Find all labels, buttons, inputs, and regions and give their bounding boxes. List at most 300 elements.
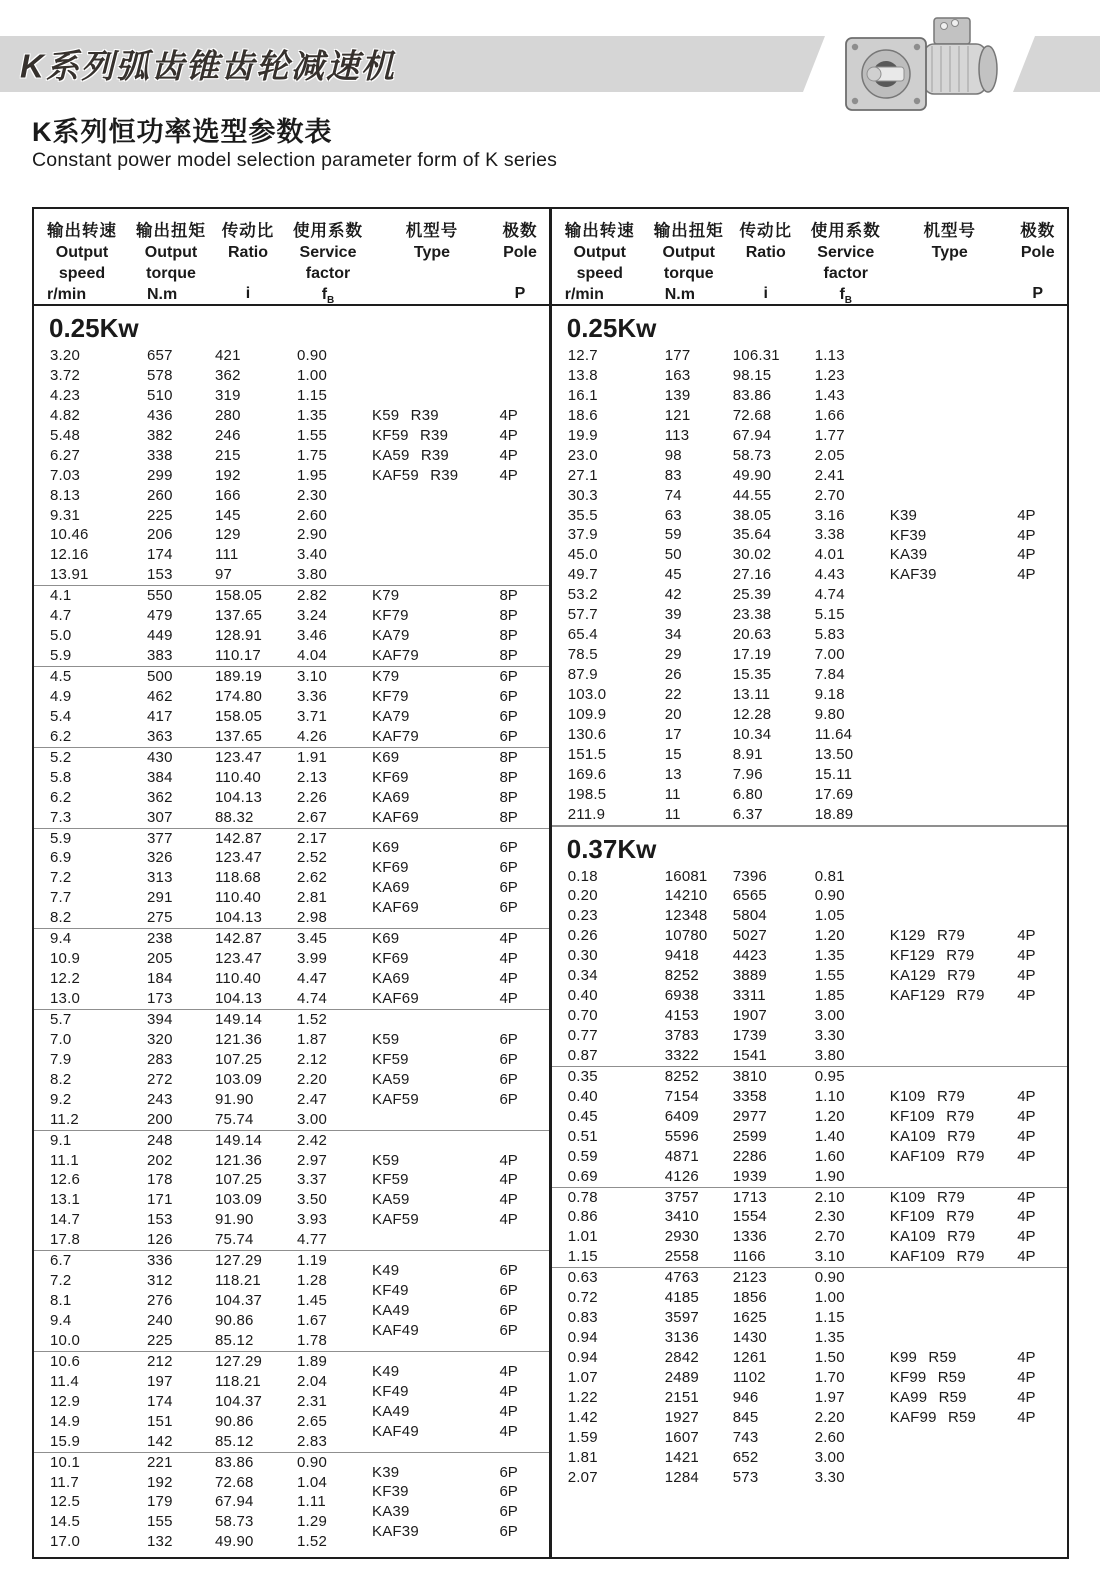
table-row bbox=[552, 1268, 1067, 1288]
value-cell: 4.23 bbox=[50, 386, 80, 404]
pole-value: 4P bbox=[499, 1171, 518, 1189]
value-cell: 240 bbox=[147, 1312, 173, 1329]
type-row bbox=[890, 1408, 1067, 1428]
value-cell: 104.13 bbox=[215, 990, 263, 1007]
value-cell: 45.0 bbox=[567, 546, 598, 564]
value-cell: 5.48 bbox=[50, 426, 80, 444]
value-cell: 75.74 bbox=[215, 1231, 254, 1249]
value-cell: 149.14 bbox=[215, 1131, 263, 1149]
pole-value: 6P bbox=[499, 1262, 518, 1280]
value-cell: 26 bbox=[664, 666, 682, 683]
type-row bbox=[890, 1207, 1067, 1227]
value-cell: 127.29 bbox=[215, 1352, 263, 1370]
value-cell: 85.12 bbox=[215, 1432, 254, 1450]
header-label-en2: factor bbox=[305, 265, 351, 282]
value-cell: 1.35 bbox=[814, 1329, 845, 1347]
value-cell: 0.26 bbox=[567, 927, 598, 945]
type-row bbox=[372, 1151, 549, 1171]
value-cell: 10.9 bbox=[50, 950, 80, 968]
value-cell: 0.72 bbox=[567, 1289, 598, 1307]
value-cell: 171 bbox=[147, 1191, 173, 1209]
value-cell: 5027 bbox=[732, 927, 767, 945]
value-cell: 1.35 bbox=[297, 406, 327, 424]
pole-value: 6P bbox=[499, 1523, 518, 1541]
value-cell: 3.37 bbox=[297, 1171, 327, 1189]
model-type: KAF39 bbox=[889, 566, 937, 584]
model-type: KAF59 R39 bbox=[372, 466, 459, 484]
value-cell: 449 bbox=[147, 627, 173, 645]
value-cell: 106.31 bbox=[732, 347, 780, 364]
value-cell: 3.80 bbox=[297, 566, 327, 584]
value-cell: 7.2 bbox=[50, 869, 72, 887]
type-row bbox=[372, 586, 549, 606]
header-label-en2 bbox=[730, 263, 802, 283]
value-cell: 0.81 bbox=[814, 867, 845, 885]
table-row bbox=[34, 506, 549, 526]
type-row bbox=[372, 1190, 549, 1210]
header-label-zh: 输出扭矩 bbox=[653, 222, 724, 240]
value-cell: 5.8 bbox=[50, 768, 72, 786]
table-row bbox=[552, 1308, 1067, 1328]
table-row bbox=[34, 1010, 549, 1030]
value-cell: 6409 bbox=[664, 1107, 699, 1125]
value-cell: 6.7 bbox=[50, 1252, 72, 1270]
value-cell: 109.9 bbox=[567, 705, 607, 723]
model-type: KAF109 R79 bbox=[889, 1147, 985, 1165]
model-type: KF79 bbox=[372, 607, 409, 625]
model-type: KA69 bbox=[372, 970, 410, 988]
value-cell: 10.34 bbox=[732, 725, 772, 743]
value-cell: 319 bbox=[215, 386, 241, 404]
value-cell: 1430 bbox=[732, 1329, 767, 1347]
value-cell: 127.29 bbox=[215, 1252, 263, 1270]
header-column bbox=[648, 221, 730, 304]
value-cell: 137.65 bbox=[215, 607, 263, 625]
value-cell: 383 bbox=[147, 647, 173, 665]
value-cell: 104.37 bbox=[215, 1392, 263, 1410]
model-type: KA69 bbox=[372, 788, 410, 806]
model-type: KA39 bbox=[889, 546, 928, 564]
value-cell: 0.70 bbox=[567, 1007, 598, 1025]
model-type: KA109 R79 bbox=[889, 1228, 976, 1246]
value-cell: 174.80 bbox=[215, 687, 263, 705]
table-row bbox=[552, 785, 1067, 805]
value-cell: 1261 bbox=[732, 1349, 767, 1366]
type-row bbox=[372, 808, 549, 828]
table-row bbox=[552, 1448, 1067, 1468]
value-cell: 110.40 bbox=[215, 889, 261, 907]
header-column bbox=[284, 221, 372, 307]
value-cell: 657 bbox=[147, 347, 173, 364]
header-column bbox=[730, 221, 802, 304]
type-row bbox=[372, 1030, 549, 1050]
type-column bbox=[372, 406, 549, 486]
value-cell: 1.97 bbox=[814, 1388, 845, 1406]
value-cell: 510 bbox=[147, 386, 173, 404]
type-row bbox=[372, 466, 549, 486]
table-row bbox=[552, 645, 1067, 665]
value-cell: 90.86 bbox=[215, 1312, 254, 1329]
value-cell: 44.55 bbox=[732, 486, 772, 504]
value-cell: 49.90 bbox=[215, 1533, 254, 1551]
value-cell: 2.90 bbox=[297, 526, 327, 544]
type-row bbox=[372, 748, 549, 768]
type-row bbox=[890, 986, 1067, 1006]
value-cell: 74 bbox=[664, 486, 682, 504]
value-cell: 139 bbox=[664, 386, 691, 404]
pole-value: 6P bbox=[499, 707, 518, 725]
table-row bbox=[552, 446, 1067, 466]
header-label-zh: 输出扭矩 bbox=[136, 222, 206, 240]
value-cell: 3358 bbox=[732, 1087, 767, 1105]
type-row bbox=[372, 1050, 549, 1070]
value-cell: 1.90 bbox=[814, 1167, 845, 1185]
pole-value: 6P bbox=[499, 668, 518, 685]
table-row bbox=[552, 867, 1067, 887]
value-cell: 1.67 bbox=[297, 1312, 327, 1329]
value-cell: 11.64 bbox=[814, 725, 853, 743]
power-rating-label: 0.25Kw bbox=[566, 313, 657, 343]
value-cell: 578 bbox=[147, 366, 173, 384]
table-row bbox=[552, 1026, 1067, 1046]
value-cell: 3.00 bbox=[814, 1448, 845, 1466]
value-cell: 436 bbox=[147, 406, 173, 424]
type-column bbox=[372, 667, 549, 747]
pole-value: 4P bbox=[499, 1151, 518, 1169]
value-cell: 5.9 bbox=[50, 647, 72, 665]
value-cell: 3322 bbox=[664, 1046, 699, 1064]
pole-value: 6P bbox=[499, 899, 518, 917]
value-cell: 4763 bbox=[664, 1269, 699, 1287]
banner-title: K系列弧齿锥齿轮减速机 bbox=[20, 47, 396, 85]
type-column bbox=[890, 1348, 1067, 1428]
value-cell: 1.55 bbox=[814, 967, 845, 985]
value-cell: 2.12 bbox=[297, 1050, 327, 1068]
value-cell: 1.07 bbox=[567, 1368, 598, 1386]
value-cell: 3.20 bbox=[50, 347, 80, 364]
value-cell: 1.42 bbox=[567, 1408, 598, 1426]
type-row bbox=[372, 727, 549, 747]
value-cell: 110.40 bbox=[215, 970, 261, 988]
ratio-block bbox=[552, 1066, 1067, 1187]
header-unit: $f_B$ bbox=[321, 286, 335, 307]
value-cell: 158.05 bbox=[215, 707, 263, 725]
table-row bbox=[552, 1428, 1067, 1448]
value-cell: 1.70 bbox=[814, 1368, 845, 1386]
model-type: K129 R79 bbox=[889, 927, 966, 945]
value-cell: 2.97 bbox=[297, 1151, 327, 1169]
model-type: K109 R79 bbox=[889, 1087, 966, 1105]
value-cell: 20.63 bbox=[732, 626, 772, 644]
value-cell: 307 bbox=[147, 808, 173, 826]
pole-value: 6P bbox=[499, 839, 518, 857]
type-row bbox=[890, 926, 1067, 946]
type-row bbox=[372, 768, 549, 788]
value-cell: 2.42 bbox=[297, 1131, 327, 1149]
value-cell: 13.11 bbox=[732, 685, 771, 703]
value-cell: 103.0 bbox=[567, 685, 607, 703]
type-row bbox=[372, 838, 549, 858]
table-row bbox=[552, 466, 1067, 486]
pole-value: 4P bbox=[499, 1362, 518, 1380]
type-row bbox=[372, 1422, 549, 1442]
value-cell: 6.80 bbox=[732, 785, 763, 803]
header-label-en: Output bbox=[144, 244, 198, 261]
ratio-block bbox=[34, 1351, 549, 1452]
value-cell: 1.22 bbox=[567, 1388, 598, 1406]
header-unit: N.m bbox=[664, 286, 695, 303]
value-cell: 1.77 bbox=[814, 426, 845, 444]
header-label-zh: 传动比 bbox=[221, 222, 275, 240]
value-cell: 0.95 bbox=[814, 1067, 845, 1085]
model-type: KF69 bbox=[372, 768, 409, 786]
pole-value: 4P bbox=[1017, 927, 1036, 945]
value-cell: 291 bbox=[147, 889, 173, 907]
header-unit: $f_B$ bbox=[839, 286, 853, 307]
table-row bbox=[552, 765, 1067, 785]
value-cell: 0.34 bbox=[567, 967, 598, 985]
value-cell: 2.30 bbox=[297, 486, 327, 504]
model-type: KF59 bbox=[372, 1171, 409, 1189]
value-cell: 12.16 bbox=[50, 546, 89, 564]
pole-value: 6P bbox=[499, 859, 518, 877]
value-cell: 166 bbox=[215, 486, 241, 504]
value-cell: 3.40 bbox=[297, 546, 327, 564]
value-cell: 0.18 bbox=[567, 867, 598, 885]
value-cell: 2.65 bbox=[297, 1412, 327, 1430]
model-type: K69 bbox=[372, 839, 400, 857]
value-cell: 4871 bbox=[664, 1147, 699, 1165]
value-cell: 88.32 bbox=[215, 808, 254, 826]
value-cell: 3.10 bbox=[297, 668, 327, 685]
value-cell: 111 bbox=[215, 546, 239, 564]
value-cell: 7154 bbox=[664, 1087, 699, 1105]
table-row bbox=[34, 1110, 549, 1130]
value-cell: 845 bbox=[732, 1408, 759, 1426]
value-cell: 246 bbox=[215, 426, 241, 444]
value-cell: 743 bbox=[732, 1428, 759, 1446]
value-cell: 118.21 bbox=[215, 1272, 261, 1290]
type-row bbox=[890, 966, 1067, 986]
type-row bbox=[372, 1321, 549, 1341]
value-cell: 430 bbox=[147, 748, 173, 766]
value-cell: 174 bbox=[147, 546, 173, 564]
value-cell: 5596 bbox=[664, 1127, 699, 1145]
value-cell: 27.16 bbox=[732, 566, 772, 584]
header-label-zh: 输出转速 bbox=[564, 222, 635, 240]
value-cell: 12.9 bbox=[50, 1392, 80, 1410]
value-cell: 174 bbox=[147, 1392, 173, 1410]
value-cell: 479 bbox=[147, 607, 173, 625]
value-cell: 12.7 bbox=[567, 347, 598, 364]
model-type: KAF99 R59 bbox=[889, 1408, 977, 1426]
value-cell: 2.30 bbox=[814, 1208, 845, 1226]
value-cell: 63 bbox=[664, 506, 682, 524]
type-column bbox=[372, 1362, 549, 1442]
value-cell: 10.6 bbox=[50, 1352, 80, 1370]
value-cell: 4153 bbox=[664, 1007, 699, 1025]
model-type: KAF39 bbox=[372, 1523, 419, 1541]
value-cell: 1625 bbox=[732, 1309, 767, 1327]
value-cell: 238 bbox=[147, 930, 173, 948]
model-type: KA79 bbox=[372, 707, 410, 725]
value-cell: 1.04 bbox=[297, 1473, 327, 1491]
value-cell: 1.85 bbox=[814, 987, 845, 1005]
value-cell: 118.21 bbox=[215, 1372, 261, 1390]
table-row bbox=[552, 585, 1067, 605]
value-cell: 3.71 bbox=[297, 707, 327, 725]
type-row bbox=[890, 1388, 1067, 1408]
value-cell: 1.11 bbox=[297, 1493, 326, 1511]
header-unit: r/min bbox=[47, 286, 87, 303]
header-label-en: Type bbox=[413, 244, 451, 261]
pole-value: 4P bbox=[499, 426, 518, 444]
value-cell: 2123 bbox=[732, 1269, 767, 1287]
value-cell: 14.7 bbox=[50, 1211, 80, 1229]
value-cell: 3.10 bbox=[814, 1248, 845, 1266]
value-cell: 3.36 bbox=[297, 687, 327, 705]
pole-value: 4P bbox=[499, 970, 518, 988]
model-type: K59 bbox=[372, 1030, 400, 1048]
value-cell: 4.26 bbox=[297, 727, 327, 745]
value-cell: 362 bbox=[215, 366, 241, 384]
pole-value: 8P bbox=[499, 647, 518, 665]
table-row bbox=[552, 1328, 1067, 1348]
value-cell: 98.15 bbox=[732, 366, 772, 384]
ratio-block bbox=[34, 346, 549, 585]
value-cell: 2.70 bbox=[814, 486, 845, 504]
value-cell: 9.1 bbox=[50, 1131, 72, 1149]
value-cell: 110.17 bbox=[215, 647, 261, 665]
value-cell: 313 bbox=[147, 869, 173, 887]
value-cell: 0.40 bbox=[567, 1087, 598, 1105]
model-type: KAF49 bbox=[372, 1321, 419, 1339]
value-cell: 163 bbox=[664, 366, 691, 384]
value-cell: 1.10 bbox=[814, 1087, 845, 1105]
value-cell: 206 bbox=[147, 526, 173, 544]
value-cell: 462 bbox=[147, 687, 173, 705]
table-row bbox=[552, 426, 1067, 446]
value-cell: 1.43 bbox=[814, 386, 845, 404]
table-row bbox=[552, 725, 1067, 745]
type-row bbox=[372, 446, 549, 466]
value-cell: 1.78 bbox=[297, 1331, 327, 1349]
value-cell: 283 bbox=[147, 1050, 173, 1068]
value-cell: 151 bbox=[147, 1412, 173, 1430]
value-cell: 6.2 bbox=[50, 727, 72, 745]
value-cell: 3.46 bbox=[297, 627, 327, 645]
value-cell: 39 bbox=[664, 606, 682, 624]
value-cell: 363 bbox=[147, 727, 173, 745]
value-cell: 12348 bbox=[664, 907, 708, 925]
value-cell: 178 bbox=[147, 1171, 173, 1189]
value-cell: 0.87 bbox=[567, 1046, 598, 1064]
type-row bbox=[890, 1368, 1067, 1388]
pole-value: 8P bbox=[499, 748, 518, 766]
value-cell: 221 bbox=[147, 1453, 173, 1471]
value-cell: 72.68 bbox=[215, 1473, 254, 1491]
value-cell: 280 bbox=[215, 406, 241, 424]
value-cell: 65.4 bbox=[567, 626, 598, 644]
pole-value: 4P bbox=[499, 1402, 518, 1420]
value-cell: 27.1 bbox=[567, 466, 598, 484]
value-cell: 12.6 bbox=[50, 1171, 80, 1189]
header-label-en: Service bbox=[299, 244, 357, 261]
value-cell: 7.0 bbox=[50, 1030, 72, 1048]
pole-value: 8P bbox=[499, 768, 518, 786]
value-cell: 123.47 bbox=[215, 849, 263, 867]
table-row bbox=[34, 386, 549, 406]
header-unit: N.m bbox=[147, 286, 178, 303]
pole-value: 6P bbox=[499, 1090, 518, 1108]
model-type: KA49 bbox=[372, 1402, 410, 1420]
value-cell: 18.89 bbox=[814, 805, 854, 823]
value-cell: 10.1 bbox=[50, 1453, 80, 1471]
value-cell: 1.60 bbox=[814, 1147, 845, 1165]
table-row bbox=[552, 745, 1067, 765]
type-row bbox=[890, 506, 1067, 526]
value-cell: 25.39 bbox=[732, 586, 772, 604]
model-type: K69 bbox=[372, 748, 400, 766]
value-cell: 1.52 bbox=[297, 1010, 327, 1028]
ratio-block bbox=[34, 1250, 549, 1351]
value-cell: 184 bbox=[147, 970, 173, 988]
value-cell: 1607 bbox=[664, 1428, 699, 1446]
value-cell: 3783 bbox=[664, 1027, 699, 1044]
value-cell: 2.60 bbox=[814, 1428, 845, 1446]
model-type: KF99 R59 bbox=[889, 1368, 966, 1386]
value-cell: 98 bbox=[664, 446, 682, 464]
table-row bbox=[552, 705, 1067, 725]
type-row bbox=[372, 1170, 549, 1190]
type-row bbox=[372, 1090, 549, 1110]
header-label-en2: speed bbox=[58, 265, 106, 282]
value-cell: 211.9 bbox=[567, 805, 606, 823]
value-cell: 394 bbox=[147, 1010, 173, 1028]
value-cell: 10780 bbox=[664, 927, 708, 945]
value-cell: 5804 bbox=[732, 907, 767, 925]
table-row bbox=[552, 906, 1067, 926]
pole-value: 4P bbox=[1017, 967, 1036, 985]
value-cell: 103.09 bbox=[215, 1070, 263, 1088]
value-cell: 2.31 bbox=[297, 1392, 327, 1410]
header-label-en2: factor bbox=[823, 265, 868, 282]
value-cell: 0.90 bbox=[814, 1269, 845, 1287]
type-column bbox=[890, 506, 1067, 586]
model-type: KF109 R79 bbox=[889, 1107, 975, 1125]
header-label-zh: 传动比 bbox=[739, 222, 792, 240]
type-row bbox=[890, 1188, 1067, 1208]
table-row bbox=[552, 625, 1067, 645]
value-cell: 2.20 bbox=[297, 1070, 327, 1088]
value-cell: 6.37 bbox=[732, 805, 763, 823]
value-cell: 225 bbox=[147, 1331, 173, 1349]
type-column bbox=[372, 929, 549, 1009]
pole-value: 6P bbox=[499, 1302, 518, 1320]
type-row bbox=[372, 426, 549, 446]
value-cell: 3.38 bbox=[814, 526, 845, 544]
value-cell: 85.12 bbox=[215, 1331, 254, 1349]
value-cell: 5.15 bbox=[814, 606, 845, 624]
table-row bbox=[34, 366, 549, 386]
table-row bbox=[552, 386, 1067, 406]
pole-value: 4P bbox=[499, 1422, 518, 1440]
value-cell: 0.86 bbox=[567, 1208, 598, 1226]
model-type: KA59 R39 bbox=[372, 446, 449, 464]
value-cell: 67.94 bbox=[215, 1493, 254, 1511]
value-cell: 130.6 bbox=[567, 725, 607, 743]
table-row bbox=[552, 1046, 1067, 1066]
